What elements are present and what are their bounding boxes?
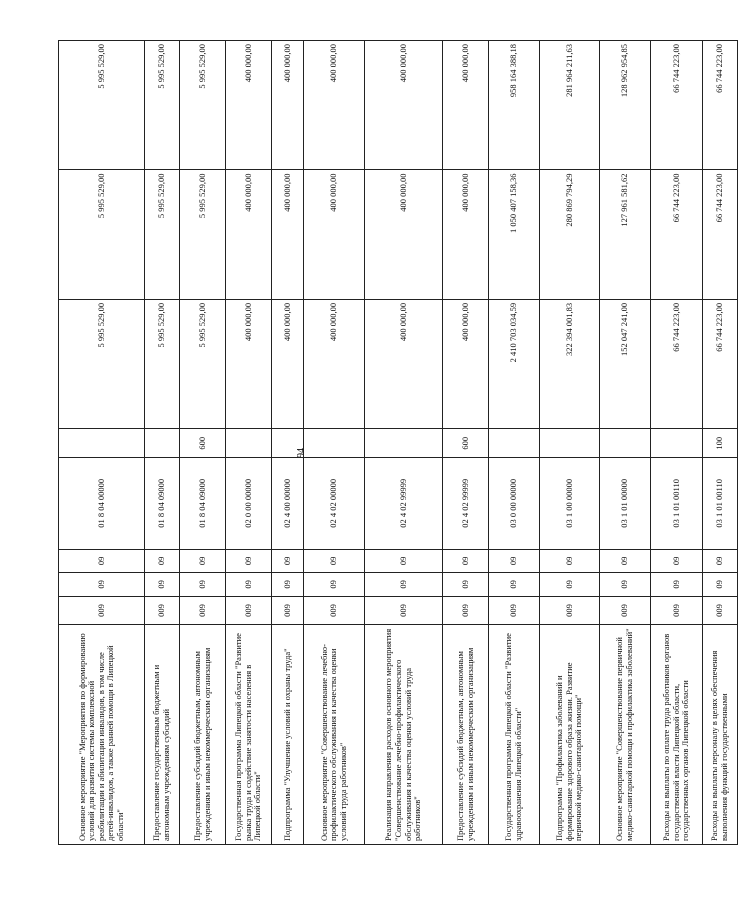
amount-year-3: 400 000,00 — [365, 41, 443, 170]
amount-year-1: 5 995 529,00 — [59, 299, 145, 428]
expense-type-code — [540, 429, 600, 458]
amount-year-2: 280 869 794,29 — [540, 170, 600, 299]
expense-type-code — [226, 429, 272, 458]
amount-year-1: 400 000,00 — [365, 299, 443, 428]
section-code: 09 — [226, 573, 272, 597]
amount-year-2: 66 744 223,00 — [651, 170, 703, 299]
expense-type-code — [304, 429, 365, 458]
amount-year-2: 400 000,00 — [443, 170, 489, 299]
row-name: Основное мероприятие "Совершенствование лечебно-профилактического обслуживания и качества оценки условий труда работников" — [304, 625, 365, 845]
target-article-code: 03 0 00 00000 — [489, 458, 540, 550]
row-name: Основное мероприятие "Мероприятия по формированию условий для развития системы комплексной реабилитации и абилитации инвалидов, в том числе детей-инвалидов, а также ранней помощи в Липецкой области" — [59, 625, 145, 845]
section-code: 09 — [600, 573, 651, 597]
subsection-code: 09 — [540, 549, 600, 573]
amount-year-2: 5 995 529,00 — [59, 170, 145, 299]
section-code: 09 — [145, 573, 180, 597]
amount-year-1: 5 995 529,00 — [180, 299, 226, 428]
row-name: Предоставление субсидий бюджетным, автономным учреждениям и иным некоммерческим организациям — [443, 625, 489, 845]
amount-year-1: 400 000,00 — [272, 299, 304, 428]
subsection-code: 09 — [145, 549, 180, 573]
expense-type-code: 600 — [443, 429, 489, 458]
amount-year-3: 128 962 954,85 — [600, 41, 651, 170]
amount-year-3: 5 995 529,00 — [59, 41, 145, 170]
amount-year-3: 5 995 529,00 — [145, 41, 180, 170]
amount-year-2: 1 050 407 158,36 — [489, 170, 540, 299]
amount-year-1: 400 000,00 — [226, 299, 272, 428]
ministry-code: 009 — [226, 596, 272, 625]
amount-year-1: 400 000,00 — [443, 299, 489, 428]
expense-type-code: 100 — [703, 429, 738, 458]
row-name: Государственная программа Липецкой области "Развитие рынка труда и содействие занятости населения в Липецкой области" — [226, 625, 272, 845]
table-row — [651, 41, 703, 845]
target-article-code: 03 1 01 00110 — [651, 458, 703, 550]
amount-year-3: 5 995 529,00 — [180, 41, 226, 170]
ministry-code: 009 — [651, 596, 703, 625]
amount-year-1: 152 047 241,00 — [600, 299, 651, 428]
table-row — [180, 41, 226, 845]
target-article-code: 03 1 01 00110 — [703, 458, 738, 550]
section-code: 09 — [180, 573, 226, 597]
subsection-code: 09 — [180, 549, 226, 573]
ministry-code: 009 — [489, 596, 540, 625]
section-code: 09 — [443, 573, 489, 597]
table-row — [365, 41, 443, 845]
amount-year-3: 400 000,00 — [443, 41, 489, 170]
row-name: Расходы на выплаты персоналу в целях обеспечения выполнения функций государственными — [703, 625, 738, 845]
target-article-code: 02 4 02 00000 — [304, 458, 365, 550]
amount-year-2: 5 995 529,00 — [145, 170, 180, 299]
row-name: Подпрограмма "Профилактика заболеваний и формирование здорового образа жизни. Развитие первичной медико-санитарной помощи" — [540, 625, 600, 845]
expense-type-code — [145, 429, 180, 458]
table-row — [489, 41, 540, 845]
expense-type-code — [489, 429, 540, 458]
target-article-code: 01 8 04 09000 — [145, 458, 180, 550]
section-code: 09 — [272, 573, 304, 597]
section-code: 09 — [651, 573, 703, 597]
ministry-code: 009 — [540, 596, 600, 625]
amount-year-3: 66 744 223,00 — [651, 41, 703, 170]
expense-type-code — [365, 429, 443, 458]
ministry-code: 009 — [145, 596, 180, 625]
subsection-code: 09 — [703, 549, 738, 573]
ministry-code: 009 — [180, 596, 226, 625]
section-code: 09 — [365, 573, 443, 597]
subsection-code: 09 — [651, 549, 703, 573]
subsection-code: 09 — [365, 549, 443, 573]
amount-year-1: 322 394 001,83 — [540, 299, 600, 428]
amount-year-2: 5 995 529,00 — [180, 170, 226, 299]
page-number: 94 — [296, 448, 307, 458]
subsection-code: 09 — [600, 549, 651, 573]
amount-year-1: 66 744 223,00 — [651, 299, 703, 428]
table-row — [703, 41, 738, 845]
section-code: 09 — [489, 573, 540, 597]
ministry-code: 009 — [365, 596, 443, 625]
target-article-code: 03 1 01 00000 — [600, 458, 651, 550]
expense-type-code — [600, 429, 651, 458]
amount-year-2: 400 000,00 — [304, 170, 365, 299]
amount-year-3: 281 964 211,63 — [540, 41, 600, 170]
amount-year-3: 66 744 223,00 — [703, 41, 738, 170]
subsection-code: 09 — [226, 549, 272, 573]
subsection-code: 09 — [272, 549, 304, 573]
table-body — [59, 41, 738, 845]
amount-year-3: 400 000,00 — [272, 41, 304, 170]
section-code: 09 — [304, 573, 365, 597]
expense-type-code — [272, 429, 304, 458]
subsection-code: 09 — [59, 549, 145, 573]
row-name: Расходы на выплаты по оплате труда работников органов государственной власти Липецкой области, государственных органов Липецкой области — [651, 625, 703, 845]
row-name: Предоставление субсидий бюджетным, автономным учреждениям и иным некоммерческим организациям — [180, 625, 226, 845]
expense-type-code — [59, 429, 145, 458]
expense-type-code: 600 — [180, 429, 226, 458]
amount-year-1: 400 000,00 — [304, 299, 365, 428]
target-article-code: 02 4 02 99999 — [365, 458, 443, 550]
section-code: 09 — [59, 573, 145, 597]
amount-year-2: 400 000,00 — [272, 170, 304, 299]
table-row — [304, 41, 365, 845]
row-name: Государственная программа Липецкой области "Развитие здравоохранения Липецкой области" — [489, 625, 540, 845]
ministry-code: 009 — [600, 596, 651, 625]
amount-year-2: 400 000,00 — [226, 170, 272, 299]
amount-year-3: 958 164 388,18 — [489, 41, 540, 170]
table-row — [600, 41, 651, 845]
ministry-code: 009 — [304, 596, 365, 625]
row-name: Основное мероприятие "Совершенствование первичной медико-санитарной помощи и профилактика заболеваний" — [600, 625, 651, 845]
subsection-code: 09 — [304, 549, 365, 573]
expense-type-code — [651, 429, 703, 458]
table-row — [443, 41, 489, 845]
table-row — [59, 41, 145, 845]
target-article-code: 01 8 04 09000 — [180, 458, 226, 550]
amount-year-1: 5 995 529,00 — [145, 299, 180, 428]
subsection-code: 09 — [489, 549, 540, 573]
amount-year-1: 2 410 703 034,59 — [489, 299, 540, 428]
ministry-code: 009 — [703, 596, 738, 625]
section-code: 09 — [540, 573, 600, 597]
budget-table-rotated — [58, 40, 729, 845]
ministry-code: 009 — [272, 596, 304, 625]
target-article-code: 02 4 00 00000 — [272, 458, 304, 550]
target-article-code: 01 8 04 00000 — [59, 458, 145, 550]
target-article-code: 02 4 02 99999 — [443, 458, 489, 550]
amount-year-3: 400 000,00 — [304, 41, 365, 170]
ministry-code: 009 — [59, 596, 145, 625]
table-row — [145, 41, 180, 845]
amount-year-1: 66 744 223,00 — [703, 299, 738, 428]
amount-year-3: 400 000,00 — [226, 41, 272, 170]
table-row — [540, 41, 600, 845]
row-name: Подпрограмма "Улучшение условий и охраны труда" — [272, 625, 304, 845]
amount-year-2: 400 000,00 — [365, 170, 443, 299]
table-row — [272, 41, 304, 845]
row-name: Предоставление государственным бюджетным и автономным учреждениям субсидий — [145, 625, 180, 845]
table-row — [226, 41, 272, 845]
row-name: Реализация направления расходов основного мероприятия "Совершенствование лечебно-профилактического обслуживания и качества оценки условий труда работников" — [365, 625, 443, 845]
ministry-code: 009 — [443, 596, 489, 625]
amount-year-2: 127 961 581,62 — [600, 170, 651, 299]
target-article-code: 02 0 00 00000 — [226, 458, 272, 550]
budget-table — [58, 40, 738, 845]
section-code: 09 — [703, 573, 738, 597]
amount-year-2: 66 744 223,00 — [703, 170, 738, 299]
target-article-code: 03 1 00 00000 — [540, 458, 600, 550]
subsection-code: 09 — [443, 549, 489, 573]
